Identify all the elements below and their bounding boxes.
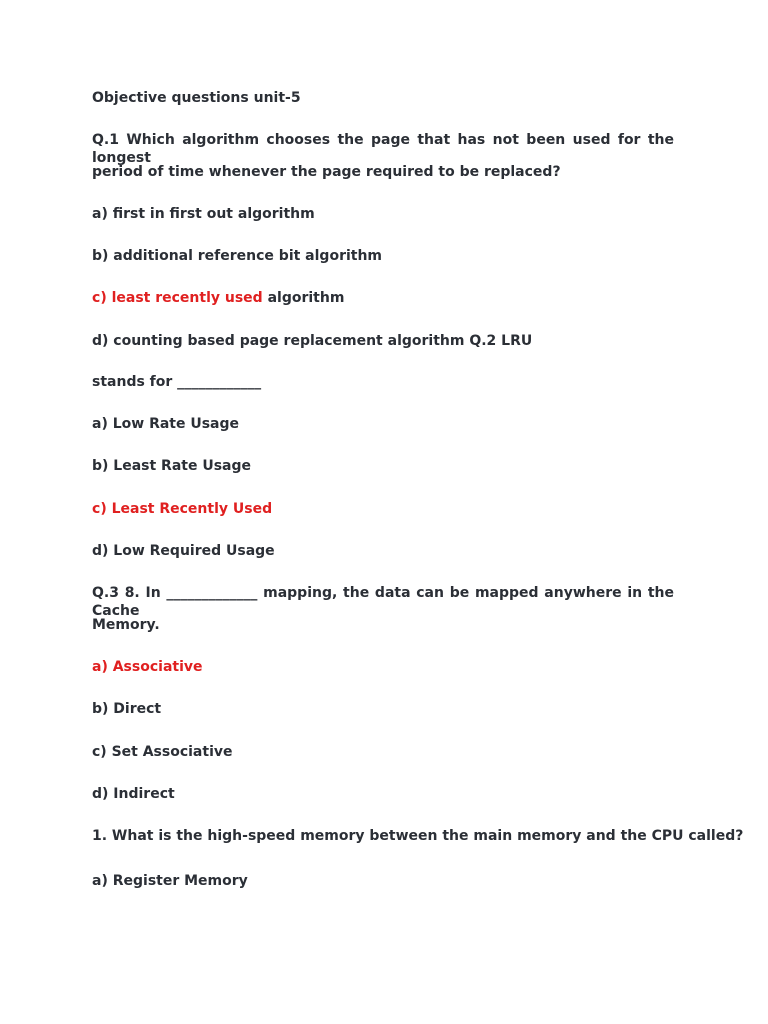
q3-option-b: b) Direct — [92, 701, 162, 717]
q4-text-line1: 1. What is the high-speed memory between the main memory and the CPU called? — [92, 828, 744, 844]
q3-answer-highlight: ) Associative — [101, 659, 203, 675]
q3-option-d: d) Indirect — [92, 786, 175, 802]
q1-option-a: a) first in first out algorithm — [92, 206, 315, 222]
q1-option-b: b) additional reference bit algorithm — [92, 248, 383, 264]
q3-option-a-prefix: a — [92, 659, 102, 675]
q1-option-c-rest: algorithm — [262, 290, 345, 306]
q2-option-a: a) Low Rate Usage — [92, 416, 240, 432]
q1-option-c — [92, 289, 344, 307]
q3-option-c: c) Set Associative — [92, 744, 233, 760]
q2-answer-highlight: ) Least Recently Used — [100, 501, 273, 517]
q1-text-line2: period of time whenever the page required to be replaced? — [92, 164, 561, 180]
q2-option-b: b) Least Rate Usage — [92, 458, 252, 474]
q1-answer-highlight: ) least recently used — [100, 290, 263, 306]
q3-text-line2: Memory. — [92, 617, 160, 633]
document-heading: Objective questions unit-5 — [92, 90, 301, 106]
q3-text-line1: Q.3 8. In _____________ mapping, the data can be mapped anywhere in the Cache — [92, 585, 674, 619]
q1-option-c-prefix: c — [92, 290, 101, 306]
q1-text-line1: Q.1 Which algorithm chooses the page that has not been used for the longest — [92, 132, 674, 166]
q2-option-d: d) Low Required Usage — [92, 543, 275, 559]
q2-text-line2: stands for ____________ — [92, 374, 262, 390]
q3-option-a — [92, 658, 203, 676]
q2-option-c — [92, 500, 272, 518]
q2-option-c-prefix: c — [92, 501, 101, 517]
q4-option-a: a) Register Memory — [92, 873, 248, 889]
q1-option-d: d) counting based page replacement algorithm Q.2 LRU — [92, 333, 533, 349]
